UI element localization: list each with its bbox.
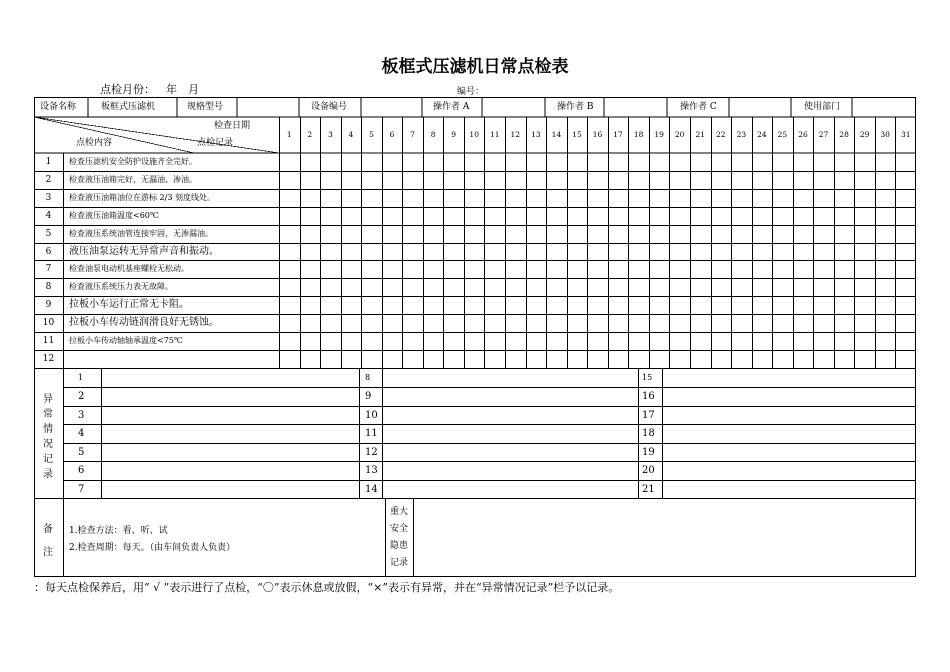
check-item-text: 检查液压油箱油位在游标 2/3 刻度线处。 [69, 192, 215, 202]
check-item-text: 拉板小车传动轴轴承温度<75℃ [69, 336, 183, 345]
month-label: 月 [188, 83, 199, 96]
abnormal-record-number: 17 [642, 409, 655, 421]
operator-a-label: 操作者 A [433, 102, 470, 112]
day-header: 22 [716, 130, 726, 139]
day-header: 5 [369, 130, 374, 139]
day-header: 2 [307, 130, 313, 139]
day-header: 12 [510, 130, 521, 139]
page-title: 板框式压滤机日常点检表 [381, 57, 569, 77]
device-no-label: 设备编号 [311, 102, 348, 112]
year-label: 年 [166, 83, 177, 96]
device-name-value: 板框式压滤机 [101, 102, 156, 112]
abnormal-record-number: 4 [78, 428, 85, 439]
item-number: 9 [45, 300, 52, 311]
check-item-text: 检查液压系统压力表无故障。 [69, 282, 173, 292]
day-header: 8 [430, 130, 436, 139]
check-item-text: 检查液压油箱温度<60℃ [69, 210, 159, 220]
item-number: 5 [45, 228, 52, 239]
item-number: 8 [45, 282, 52, 293]
check-item-text: 检查压滤机安全防护设施齐全完好。 [69, 157, 197, 166]
check-cycle-text: 2.检查周期：每天。（由车间负责人负责） [69, 543, 236, 553]
serial-number-label: 编号： [457, 87, 485, 97]
abnormal-record-number: 9 [365, 391, 372, 402]
day-header: 31 [900, 130, 911, 139]
item-number: 4 [45, 210, 52, 221]
day-header: 28 [839, 130, 849, 139]
abnormal-record-number: 14 [365, 483, 378, 495]
abnormal-record-number: 7 [78, 483, 85, 495]
day-header: 11 [489, 130, 500, 139]
abnormal-record-label: 异 常 情 况 记 录 [43, 394, 53, 480]
abnormal-record-number: 1 [78, 372, 84, 382]
day-header: 20 [674, 130, 685, 139]
day-header: 27 [818, 130, 829, 139]
operator-c-label: 操作者 C [680, 102, 717, 112]
day-header: 21 [695, 130, 705, 139]
day-header: 25 [777, 130, 788, 139]
day-header: 15 [572, 130, 582, 139]
abnormal-record-number: 16 [642, 391, 655, 402]
day-header: 18 [633, 130, 644, 139]
day-header: 16 [592, 130, 603, 139]
inspection-month-label: 点检月份： [100, 83, 155, 96]
day-header: 1 [286, 130, 292, 139]
day-header: 14 [551, 130, 562, 139]
item-number: 2 [45, 174, 52, 185]
item-number: 7 [45, 264, 52, 275]
abnormal-record-number: 10 [365, 409, 378, 421]
dept-label: 使用部门 [804, 102, 841, 112]
major-hazard-label: 重大 安全 隐患 记录 [389, 507, 408, 568]
abnormal-record-number: 11 [365, 428, 378, 439]
day-header: 24 [757, 130, 767, 139]
footnote: ：每天点检保养后，用“ √ ”表示进行了点检，“〇”表示休息或放假，“×”表示有异常，并在“异常情况记录”栏予以记录。 [34, 581, 620, 594]
day-header: 6 [389, 130, 395, 139]
operator-b-label: 操作者 B [557, 102, 594, 112]
inspection-sheet [34, 97, 916, 577]
day-header: 26 [798, 130, 808, 139]
check-item-text: 拉板小车传动链润滑良好无锈蚀。 [69, 317, 219, 329]
remarks-label: 备 注 [43, 524, 53, 558]
check-item-text: 拉板小车运行正常无卡阻。 [69, 299, 189, 311]
day-header: 23 [736, 130, 747, 139]
abnormal-record-number: 20 [642, 465, 655, 476]
day-header: 19 [654, 130, 664, 139]
abnormal-record-number: 19 [642, 446, 655, 458]
day-header: 29 [859, 130, 870, 139]
check-content-label: 点检内容 [76, 138, 113, 148]
day-header: 17 [613, 130, 623, 139]
item-number: 11 [42, 336, 55, 346]
abnormal-record-number: 6 [78, 465, 85, 476]
abnormal-record-number: 15 [642, 372, 653, 382]
item-number: 6 [45, 246, 52, 257]
abnormal-record-number: 5 [78, 446, 85, 458]
abnormal-record-number: 21 [642, 483, 655, 495]
day-header: 9 [451, 130, 457, 139]
abnormal-record-number: 13 [365, 465, 378, 476]
item-number: 3 [45, 192, 52, 203]
abnormal-record-number: 18 [642, 428, 655, 439]
check-record-label: 点检记录 [197, 138, 234, 148]
check-item-text: 检查液压系统油管连接牢固，无渗漏油。 [69, 228, 213, 238]
item-number: 10 [42, 318, 55, 329]
abnormal-record-number: 2 [78, 391, 85, 402]
day-header: 30 [880, 130, 890, 139]
abnormal-record-number: 12 [365, 446, 378, 458]
check-date-label: 检查日期 [214, 121, 251, 131]
abnormal-record-number: 3 [78, 409, 85, 421]
check-item-text: 液压油泵运转无异常声音和振动。 [69, 245, 219, 257]
day-header: 13 [531, 130, 541, 139]
device-name-label: 设备名称 [40, 102, 77, 112]
day-header: 7 [410, 130, 415, 139]
abnormal-record-number: 8 [365, 372, 371, 382]
day-header: 4 [348, 130, 354, 139]
check-item-text: 检查液压油箱完好，无漏油、渗油。 [69, 174, 197, 184]
day-header: 10 [469, 130, 479, 139]
day-header: 3 [327, 130, 333, 139]
spec-label: 规格型号 [187, 102, 224, 112]
item-number: 12 [42, 353, 55, 364]
check-item-text: 检查油泵电动机基座螺栓无松动。 [69, 264, 189, 274]
check-method-text: 1.检查方法：看、听、试 [69, 526, 168, 536]
item-number: 1 [45, 157, 52, 167]
